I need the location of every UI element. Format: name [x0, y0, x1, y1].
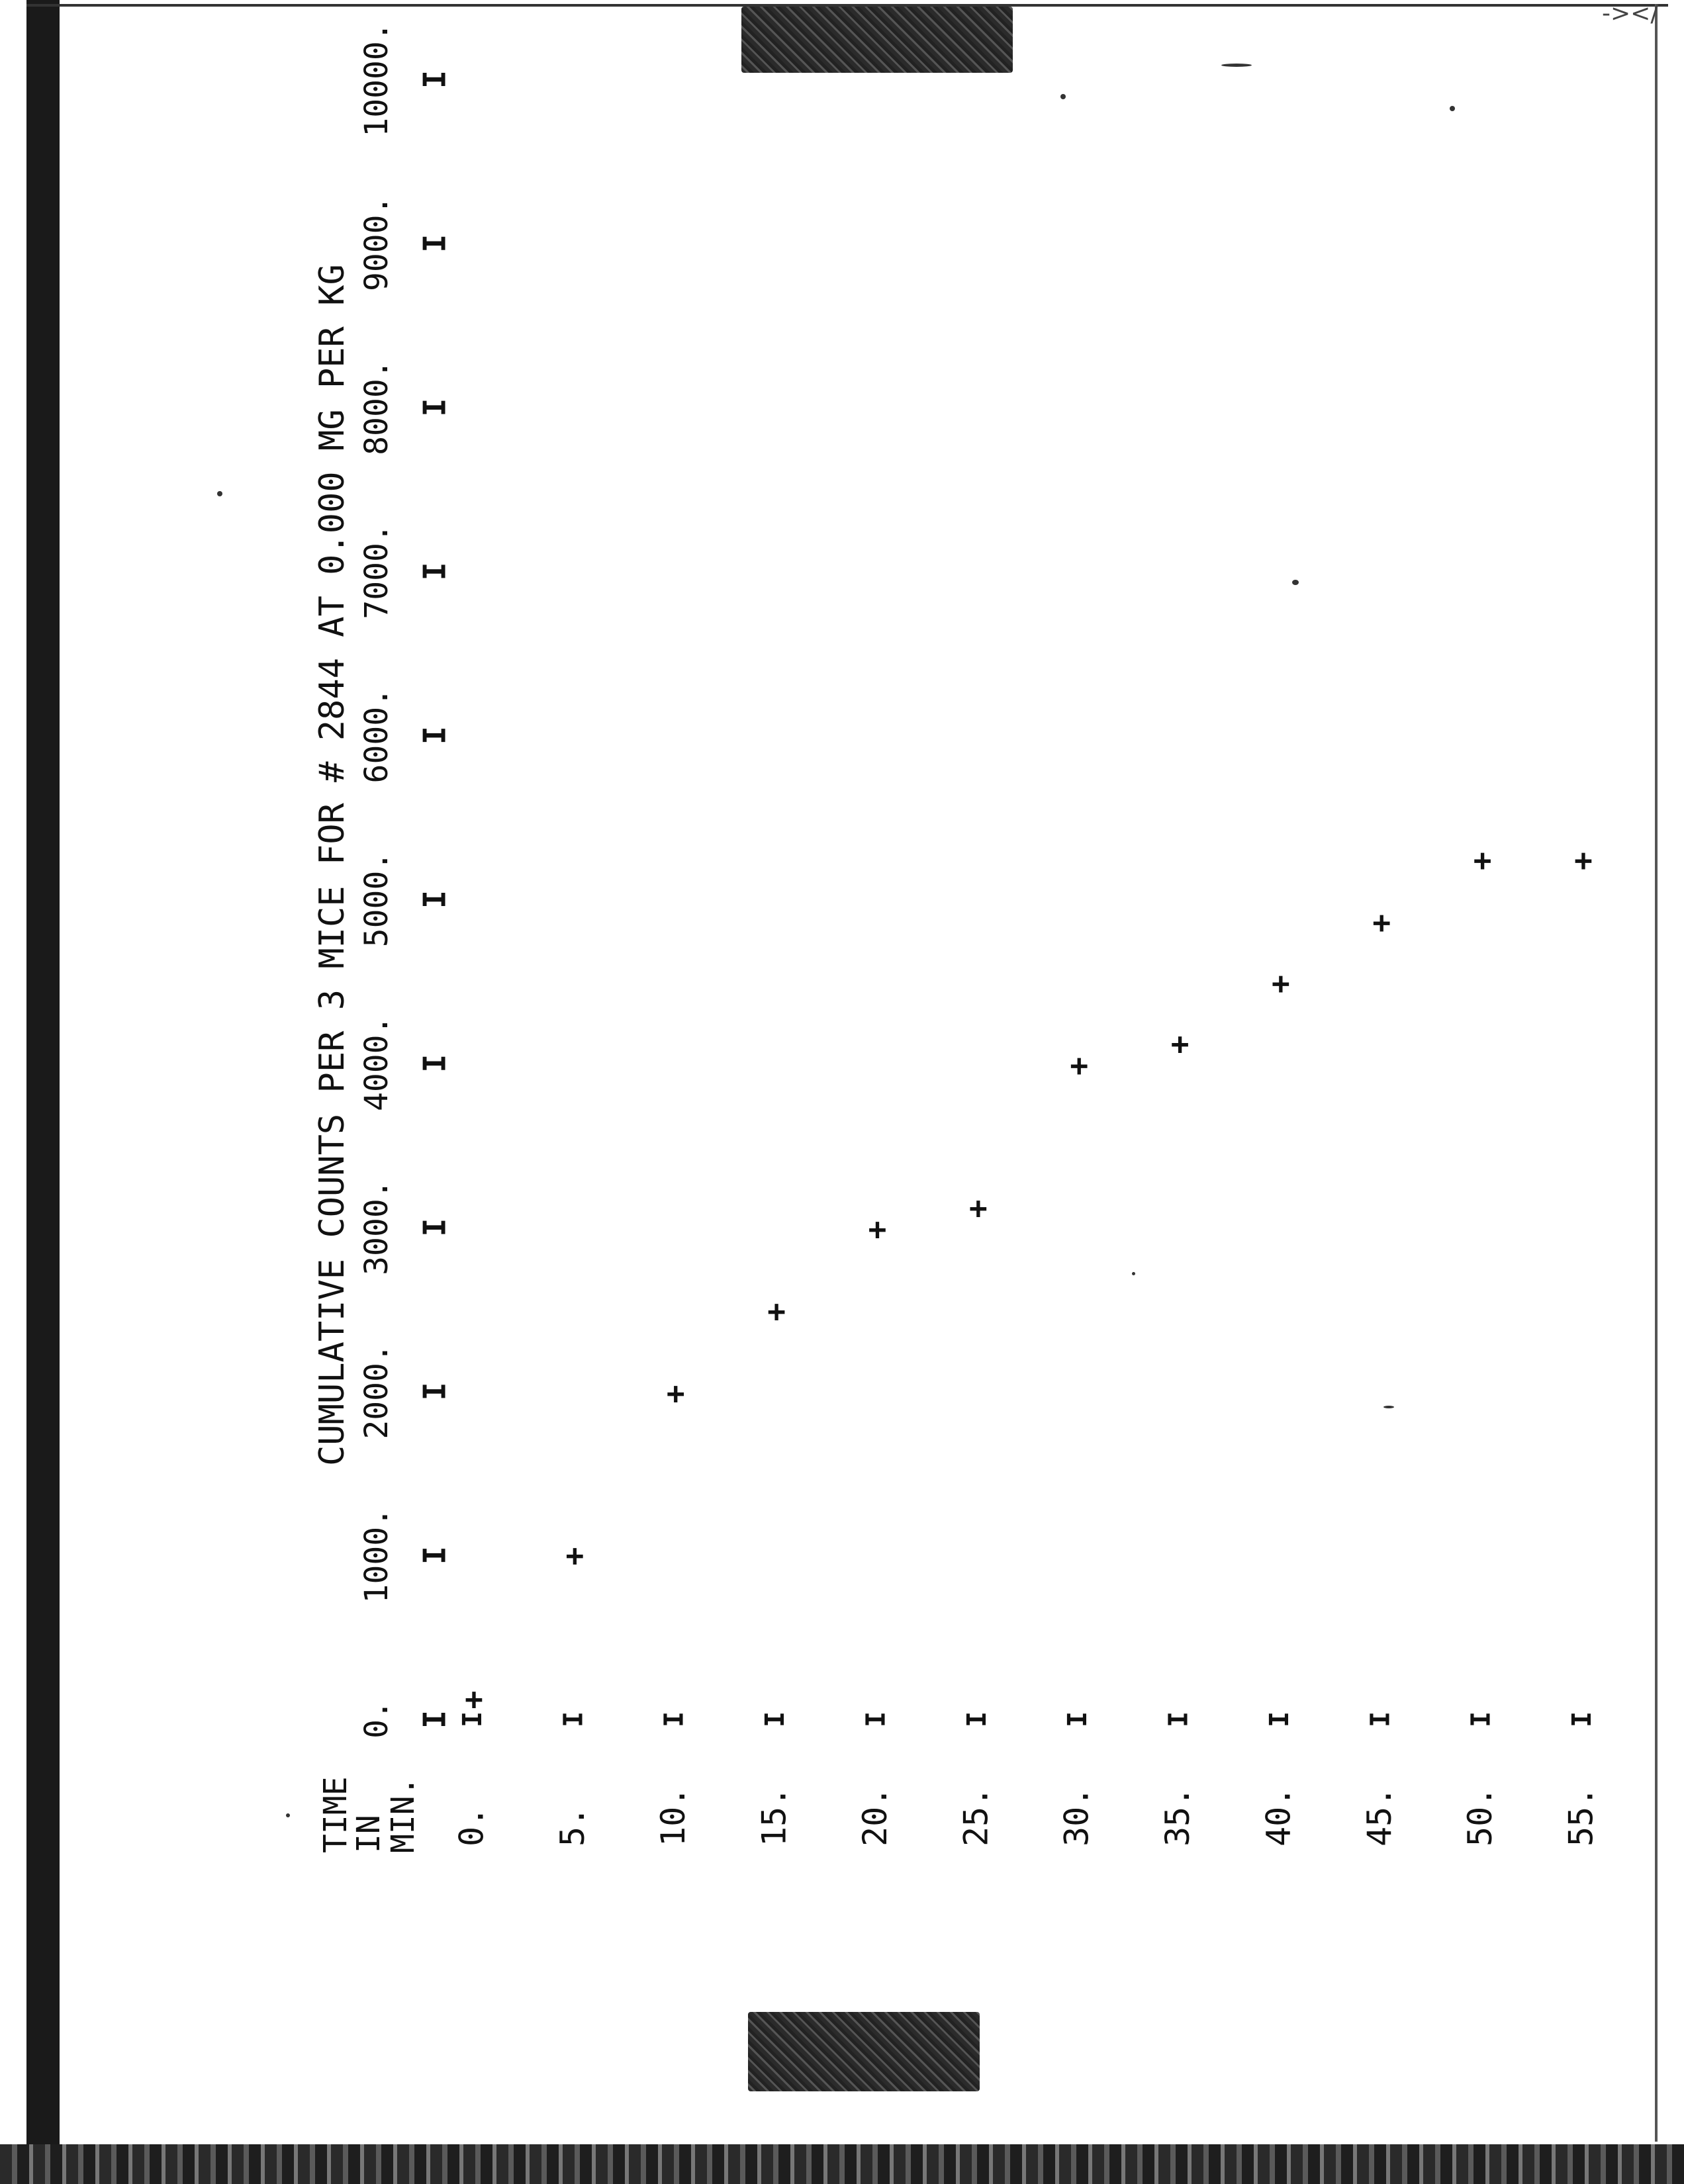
- x-tick-label: 0.: [452, 1806, 491, 1846]
- x-axis-label: IN: [350, 1815, 387, 1853]
- y-tick-mark: I: [416, 726, 453, 745]
- x-tick-label: 25.: [957, 1786, 996, 1846]
- baseline-mark: I: [961, 1711, 992, 1728]
- baseline-mark: I: [1264, 1711, 1295, 1728]
- y-tick-label: 8000.: [358, 359, 395, 455]
- y-tick-label: 2000.: [358, 1343, 395, 1439]
- data-point: +: [565, 1537, 585, 1574]
- y-tick-label: 9000.: [358, 195, 395, 292]
- baseline-mark: I: [1466, 1711, 1497, 1728]
- data-point: +: [968, 1189, 988, 1226]
- y-tick-mark: I: [416, 398, 453, 417]
- data-point: +: [868, 1211, 887, 1248]
- baseline-mark: I: [760, 1711, 791, 1728]
- y-tick-mark: I: [416, 1546, 453, 1565]
- y-tick-mark: I: [416, 1382, 453, 1401]
- y-tick-label: 0.: [358, 1700, 395, 1739]
- y-tick-label: 6000.: [358, 687, 395, 784]
- baseline-mark: I: [457, 1711, 488, 1728]
- x-tick-label: 5.: [553, 1806, 592, 1846]
- y-tick-mark: I: [416, 234, 453, 253]
- data-point: +: [1473, 842, 1492, 878]
- baseline-mark: I: [659, 1711, 690, 1728]
- chart-title: CUMULATIVE COUNTS PER 3 MICE FOR # 2844 AT 0.000 MG PER KG: [312, 264, 352, 1466]
- baseline-mark: I: [1567, 1711, 1597, 1728]
- y-tick-mark: I: [416, 562, 453, 581]
- y-tick-mark: I: [416, 70, 453, 89]
- y-tick-label: 4000.: [358, 1015, 395, 1112]
- y-tick-label: 3000.: [358, 1179, 395, 1275]
- baseline-mark: I: [861, 1711, 892, 1728]
- data-point: +: [1170, 1026, 1190, 1062]
- baseline-mark: I: [558, 1711, 589, 1728]
- x-tick-label: 50.: [1461, 1786, 1500, 1846]
- x-tick-label: 55.: [1562, 1786, 1601, 1846]
- y-tick-label: 10000.: [358, 22, 395, 137]
- y-tick-label: 1000.: [358, 1507, 395, 1604]
- baseline-mark: I: [1365, 1711, 1396, 1728]
- x-tick-label: 45.: [1360, 1786, 1399, 1846]
- data-point: +: [767, 1293, 786, 1329]
- data-point: +: [1372, 904, 1391, 940]
- y-tick-label: 7000.: [358, 523, 395, 619]
- data-point: +: [1070, 1047, 1089, 1083]
- baseline-mark: I: [1062, 1711, 1094, 1728]
- x-axis-label: MIN.: [385, 1776, 422, 1853]
- x-tick-label: 15.: [755, 1786, 794, 1846]
- y-tick-mark: I: [416, 1710, 453, 1729]
- x-tick-label: 10.: [654, 1786, 693, 1846]
- baseline-mark: I: [1163, 1711, 1194, 1728]
- data-point: +: [1272, 965, 1290, 1001]
- y-tick-mark: I: [416, 1054, 453, 1073]
- x-tick-label: 40.: [1259, 1786, 1298, 1846]
- y-tick-label: 5000.: [358, 851, 395, 948]
- data-point: +: [465, 1681, 483, 1717]
- x-tick-label: 20.: [855, 1786, 894, 1846]
- x-axis-label: TIME: [317, 1776, 354, 1853]
- data-point: +: [666, 1375, 685, 1411]
- x-tick-label: 35.: [1158, 1786, 1197, 1846]
- x-tick-label: 30.: [1057, 1786, 1096, 1846]
- y-tick-mark: I: [416, 1218, 453, 1237]
- y-tick-mark: I: [416, 890, 453, 909]
- handwritten-mark: -></: [1602, 0, 1659, 27]
- data-point: +: [1574, 842, 1593, 878]
